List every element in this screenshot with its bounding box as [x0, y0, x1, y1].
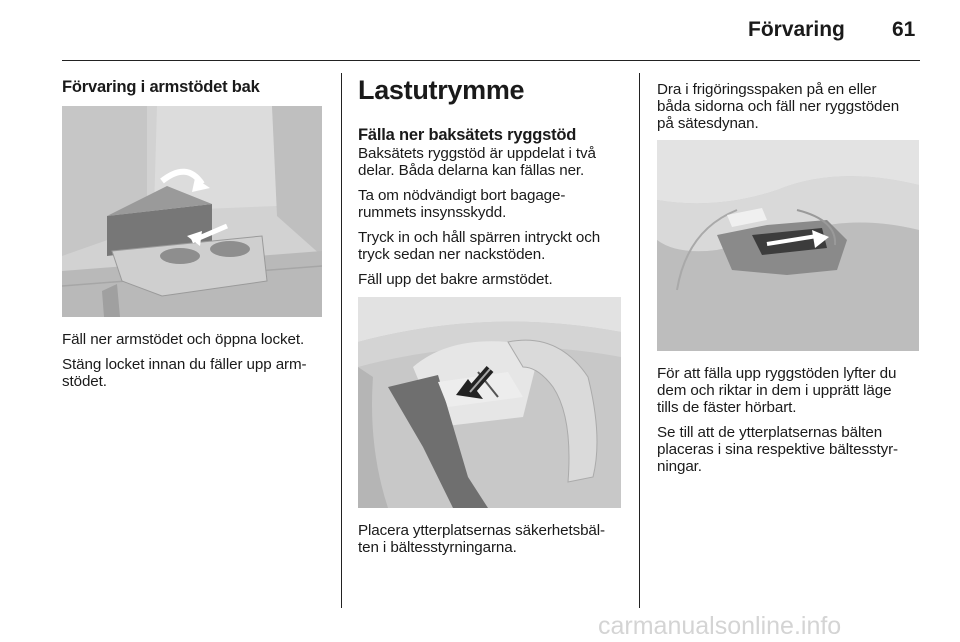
paragraph-c2-2-line1: Ta om nödvändigt bort bagage-: [358, 187, 566, 204]
paragraph-c2-1-line2: delar. Båda delarna kan fällas ner.: [358, 162, 585, 179]
page-number: 61: [892, 18, 916, 41]
paragraph-c3-2-line3: tills de fäster hörbart.: [657, 399, 797, 416]
paragraph-c3-3-line1: Se till att de ytterplatsernas bälten: [657, 424, 883, 441]
column-divider-1: [341, 73, 342, 608]
paragraph-c3-1-line1: Dra i frigöringsspaken på en eller: [657, 81, 877, 98]
watermark-text: carmanualsonline.info: [598, 612, 842, 640]
paragraph-armrest-2-line2: stödet.: [62, 373, 107, 390]
paragraph-c2-3-line2: tryck sedan ner nackstöden.: [358, 246, 546, 263]
paragraph-c3-3-line3: ningar.: [657, 458, 702, 475]
figure-release-lever: [657, 140, 919, 351]
column-divider-2: [639, 73, 640, 608]
paragraph-armrest-2-line1: Stäng locket innan du fäller upp arm-: [62, 356, 307, 373]
paragraph-c2-2-line2: rummets insynsskydd.: [358, 204, 507, 221]
paragraph-c3-2-line2: dem och riktar in dem i upprätt läge: [657, 382, 892, 399]
page-header-title: Förvaring: [748, 18, 845, 41]
paragraph-c3-1-line3: på sätesdynan.: [657, 115, 759, 132]
paragraph-armrest-1: Fäll ner armstödet och öppna locket.: [62, 331, 305, 348]
figure-armrest-storage: [62, 106, 322, 317]
header-rule: [62, 60, 920, 61]
subheading-fold-backrest: Fälla ner baksätets ryggstöd: [358, 126, 577, 144]
section-heading-cargo: Lastutrymme: [358, 75, 525, 105]
paragraph-c2-5-line1: Placera ytterplatsernas säkerhetsbäl-: [358, 522, 606, 539]
paragraph-c2-1-line1: Baksätets ryggstöd är uppdelat i två: [358, 145, 596, 162]
paragraph-c2-3-line1: Tryck in och håll spärren intryckt och: [358, 229, 601, 246]
paragraph-c2-4: Fäll upp det bakre armstödet.: [358, 271, 553, 288]
section-heading-armrest: Förvaring i armstödet bak: [62, 78, 260, 96]
paragraph-c3-1-line2: båda sidorna och fäll ner ryggstöden: [657, 98, 900, 115]
paragraph-c3-3-line2: placeras i sina respektive bältesstyr-: [657, 441, 898, 458]
paragraph-c2-5-line2: ten i bältesstyrningarna.: [358, 539, 517, 556]
paragraph-c3-2-line1: För att fälla upp ryggstöden lyfter du: [657, 365, 897, 382]
figure-headrest-latch: [358, 297, 621, 508]
